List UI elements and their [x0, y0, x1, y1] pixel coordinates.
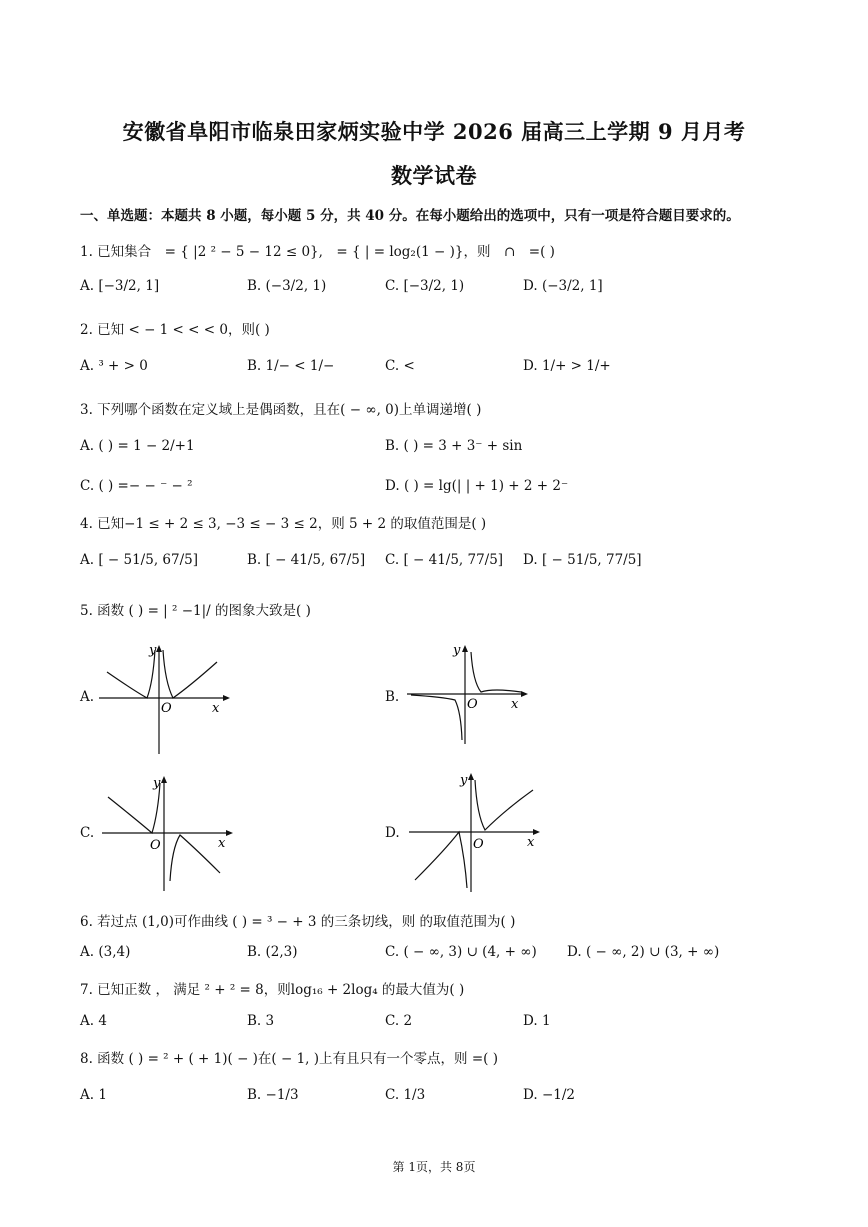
- q8-option-d: D. −1/2: [523, 1087, 575, 1103]
- question-4-stem: 4. 已知−1 ≤ + 2 ≤ 3, −3 ≤ − 3 ≤ 2，则 5 + 2 的取值范围是( ): [80, 516, 487, 532]
- q8-option-a: A. 1: [80, 1087, 107, 1103]
- q5d-origin-label: O: [473, 837, 484, 852]
- question-7-stem: 7. 已知正数 ， 满足 ² + ² = 8，则log₁₆ + 2log₄ 的最大值为( ): [80, 982, 465, 998]
- q5c-x-label: x: [218, 836, 226, 851]
- q3-option-d: D. ( ) = lg(| | + 1) + 2 + 2⁻: [385, 478, 569, 494]
- q7-option-d: D. 1: [523, 1013, 551, 1029]
- question-3-stem: 3. 下列哪个函数在定义域上是偶函数，且在( − ∞, 0)上单调递增( ): [80, 402, 482, 418]
- q5b-y-label: y: [453, 643, 461, 658]
- q4-option-a: A. [ − 51/5, 67/5]: [80, 552, 198, 568]
- q4-option-b: B. [ − 41/5, 67/5]: [247, 552, 366, 568]
- question-8-stem: 8. 函数 ( ) = ² + ( + 1)( − )在( − 1, )上有且只有一个零点，则 =( ): [80, 1051, 498, 1067]
- section-heading: 一、单选题：本题共 8 小题，每小题 5 分，共 40 分。在每小题给出的选项中，只有一项是符合题目要求的。: [80, 208, 740, 224]
- q7-option-b: B. 3: [247, 1013, 275, 1029]
- q5-graph-a: [95, 642, 235, 757]
- question-2-stem: 2. 已知 < − 1 < < < 0，则( ): [80, 322, 270, 338]
- question-5-stem: 5. 函数 ( ) = | ² −1|/ 的图象大致是( ): [80, 603, 311, 619]
- q7-option-c: C. 2: [385, 1013, 413, 1029]
- q5-option-d: D.: [385, 825, 400, 841]
- q5a-y-label: y: [149, 643, 157, 658]
- exam-subtitle: 数学试卷: [391, 163, 477, 188]
- q5-graph-c: [98, 773, 238, 893]
- q5b-origin-label: O: [467, 697, 478, 712]
- question-6-stem: 6. 若过点 (1,0)可作曲线 ( ) = ³ − + 3 的三条切线，则 的取值范围为( ): [80, 914, 516, 930]
- q2-option-a: A. ³ + > 0: [80, 358, 148, 374]
- q8-option-b: B. −1/3: [247, 1087, 299, 1103]
- q1-option-d: D. (−3/2, 1]: [523, 278, 603, 294]
- q5-graph-d: [405, 770, 545, 895]
- q1-option-a: A. [−3/2, 1]: [80, 278, 160, 294]
- q5-option-a: A.: [80, 689, 95, 705]
- q6-option-d: D. ( − ∞, 2) ∪ (3, + ∞): [567, 944, 720, 960]
- q5a-origin-label: O: [161, 701, 172, 716]
- q1-option-c: C. [−3/2, 1): [385, 278, 465, 294]
- q2-option-b: B. 1/− < 1/−: [247, 358, 335, 374]
- q5-option-b: B.: [385, 689, 400, 705]
- q5-option-c: C.: [80, 825, 95, 841]
- q6-option-a: A. (3,4): [80, 944, 131, 960]
- q5c-y-label: y: [153, 776, 161, 791]
- q3-option-c: C. ( ) =− − ⁻ − ²: [80, 478, 193, 494]
- q6-option-b: B. (2,3): [247, 944, 298, 960]
- page-footer: 第 1页，共 8页: [392, 1160, 476, 1174]
- q2-option-c: C. <: [385, 358, 415, 374]
- q5c-origin-label: O: [150, 838, 161, 853]
- q3-option-a: A. ( ) = 1 − 2/+1: [80, 438, 195, 454]
- exam-title: 安徽省阜阳市临泉田家炳实验中学 2026 届高三上学期 9 月月考: [122, 119, 746, 144]
- q3-option-b: B. ( ) = 3 + 3⁻ + sin: [385, 438, 523, 454]
- q6-option-c: C. ( − ∞, 3) ∪ (4, + ∞): [385, 944, 537, 960]
- q2-option-d: D. 1/+ > 1/+: [523, 358, 611, 374]
- q4-option-d: D. [ − 51/5, 77/5]: [523, 552, 642, 568]
- q4-option-c: C. [ − 41/5, 77/5]: [385, 552, 504, 568]
- q1-option-b: B. (−3/2, 1): [247, 278, 327, 294]
- q5a-x-label: x: [212, 701, 220, 716]
- q5b-x-label: x: [511, 697, 519, 712]
- q5-graph-b: [403, 642, 533, 747]
- q7-option-a: A. 4: [80, 1013, 107, 1029]
- q8-option-c: C. 1/3: [385, 1087, 426, 1103]
- q5d-y-label: y: [460, 773, 468, 788]
- q5d-x-label: x: [527, 835, 535, 850]
- question-1-stem: 1. 已知集合 = { |2 ² − 5 − 12 ≤ 0}, = { | = log₂(1 − )}，则 ∩ =( ): [80, 244, 555, 260]
